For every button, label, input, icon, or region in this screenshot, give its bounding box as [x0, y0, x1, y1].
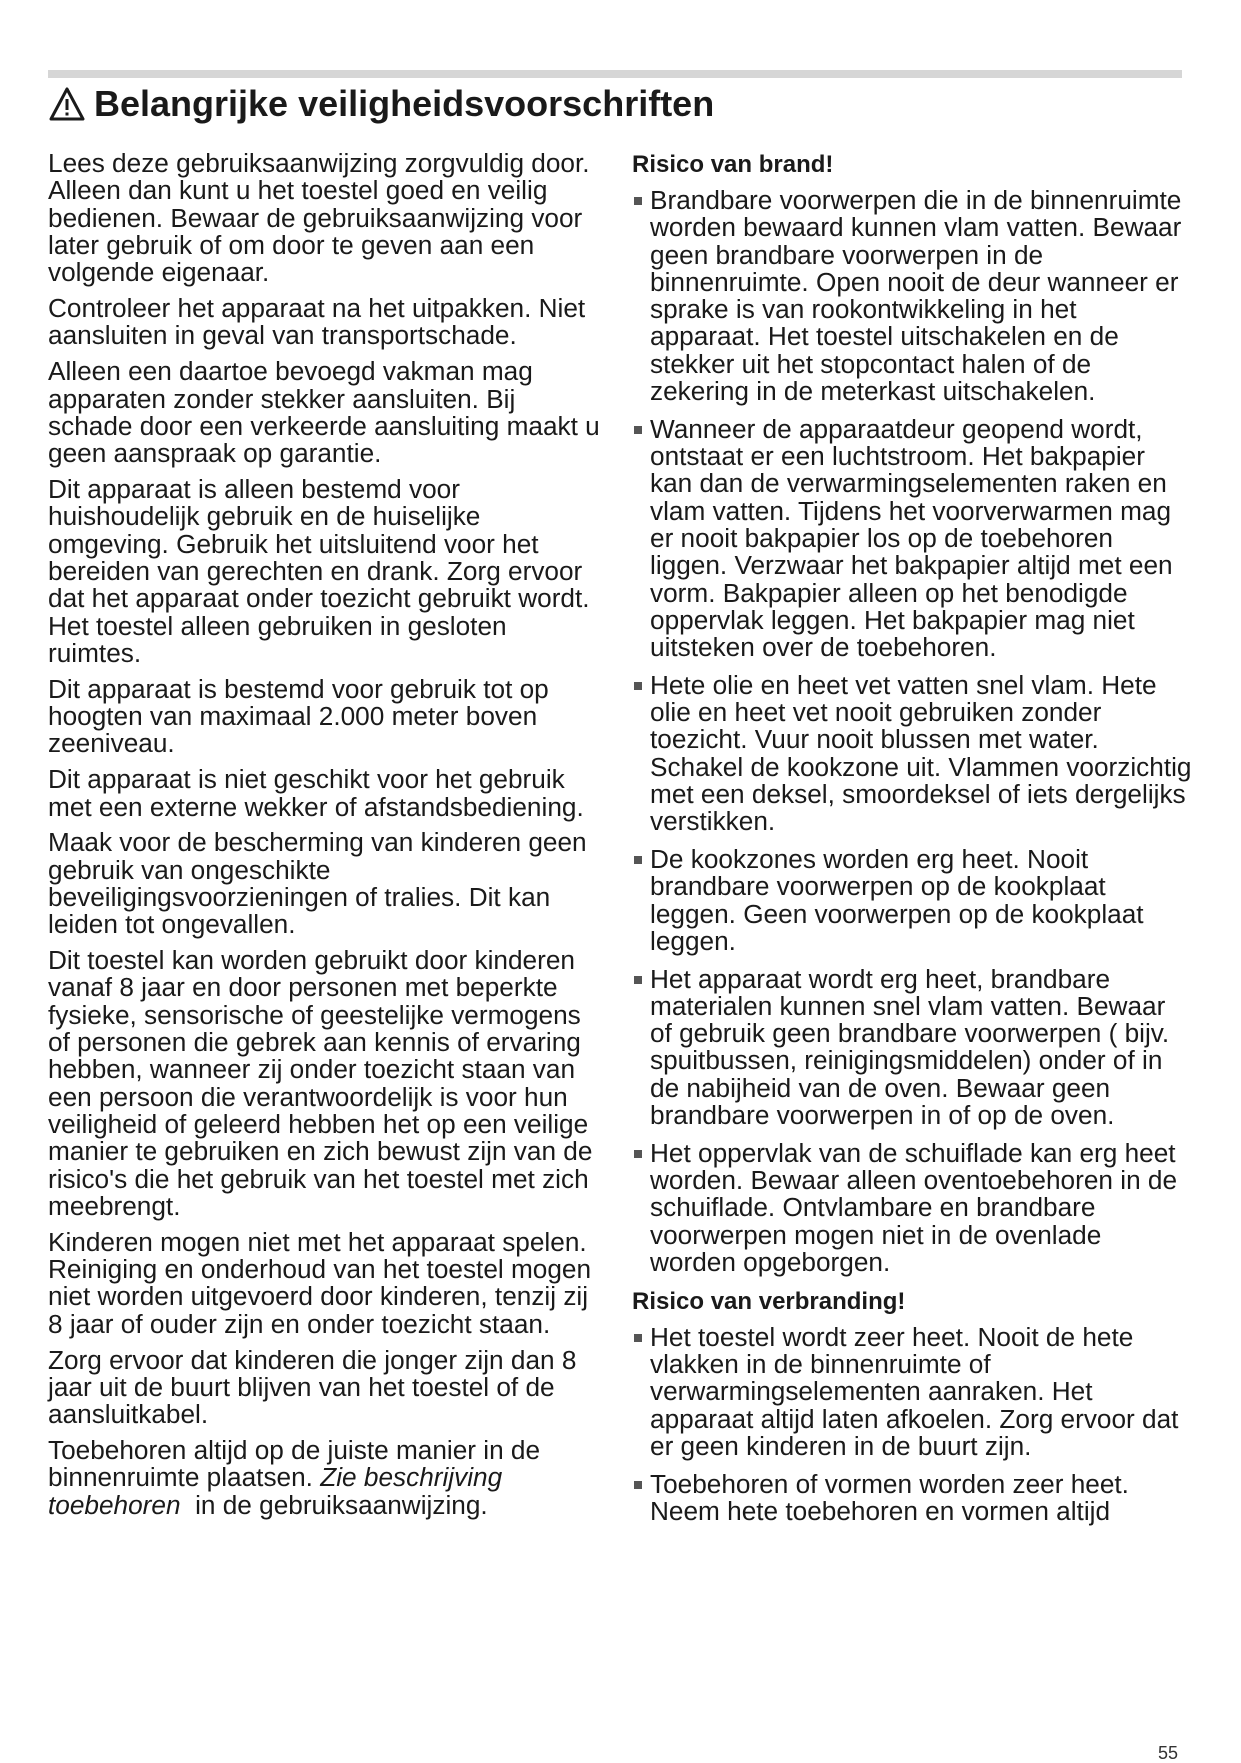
list-item-text: Het toestel wordt zeer heet. Nooit de hete vlakken in de binnenruimte of verwarmingselementen aanraken. Het apparaat altijd laten afkoelen. Zorg ervoor dat er geen kinderen in de buurt zijn.	[650, 1321, 1179, 1461]
list-item	[632, 1468, 1192, 1526]
paragraph-household-use: Dit apparaat is alleen bestemd voor huishoudelijk gebruik en de huiselijke omgeving. Gebruik het uitsluitend voor het bereiden van gerechten en drank. Zorg ervoor dat het apparaat onder toezicht gebruikt wordt. Het toestel alleen gebruiken in gesloten ruimtes.	[48, 474, 590, 668]
fire-risk-list	[632, 187, 1192, 1276]
bullet-icon	[634, 426, 642, 434]
accessories-reference: Zie beschrijving toebehoren	[48, 1462, 503, 1520]
accessories-text-end: in de gebruiksaanwijzing.	[180, 1489, 488, 1520]
list-item	[632, 963, 1192, 1131]
list-item-text: Het apparaat wordt erg heet, brandbare materialen kunnen snel vlam vatten. Bewaar of gebruik geen brandbare voorwerpen ( bijv. spuitbussen, reinigingsmiddelen) onder of in de nabijheid van de oven. Bewaar geen brandbare voorwerpen in of op de oven.	[650, 963, 1170, 1131]
list-item-text: De kookzones worden erg heet. Nooit brandbare voorwerpen op de kookplaat leggen. Geen voorwerpen op de kookplaat leggen.	[650, 844, 1144, 956]
list-item-text: Brandbare voorwerpen die in de binnenruimte worden bewaard kunnen vlam vatten. Bewaar geen brandbare voorwerpen in de binnenruimte. Open nooit de deur wanneer er sprake is van rookontwikkeling in het apparaat. Het toestel uitschakelen en de stekker uit het stopcontact halen of de zekering in de meterkast uitschakelen.	[650, 185, 1182, 407]
bullet-icon	[634, 1150, 642, 1158]
paragraph-children-distance: Zorg ervoor dat kinderen die jonger zijn dan 8 jaar uit de buurt blijven van het toestel of de aansluitkabel.	[48, 1344, 577, 1430]
burn-risk-list	[632, 1321, 1192, 1526]
bullet-icon	[634, 1334, 642, 1342]
list-item	[632, 1321, 1192, 1461]
paragraph-remote-control: Dit apparaat is niet geschikt voor het gebruik met een externe wekker of afstandsbediening.	[48, 764, 584, 822]
bullet-icon	[634, 197, 642, 205]
paragraph-children-play: Kinderen mogen niet met het apparaat spelen. Reiniging en onderhoud van het toestel mogen niet worden uitgevoerd door kinderen, tenzij zij 8 jaar of ouder zijn en onder toezicht staan.	[48, 1226, 592, 1339]
page-title	[48, 80, 714, 128]
list-item-text: Het oppervlak van de schuiflade kan erg heet worden. Bewaar alleen oventoebehoren in de schuiflade. Ontvlambare en brandbare voorwerpen mogen niet in de ovenlade worden opgeborgen.	[650, 1137, 1178, 1277]
page-title-text: Belangrijke veiligheidsvoorschriften	[94, 83, 715, 124]
paragraph-altitude: Dit apparaat is bestemd voor gebruik tot op hoogten van maximaal 2.000 meter boven zeeniveau.	[48, 673, 549, 759]
bullet-icon	[634, 976, 642, 984]
fire-risk-heading: Risico van brand!	[632, 151, 834, 178]
list-item	[632, 846, 1192, 955]
list-item-text: Hete olie en heet vet vatten snel vlam. Hete olie en heet vet nooit gebruiken zonder toezicht. Vuur nooit blussen met water. Schakel de kookzone uit. Vlammen voorzichtig met een deksel, smoordeksel of iets dergelijks verstikken.	[650, 669, 1192, 837]
list-item-text: Toebehoren of vormen worden zeer heet. Neem hete toebehoren en vormen altijd	[650, 1468, 1129, 1526]
list-item	[632, 1137, 1192, 1277]
right-column	[632, 150, 1192, 1535]
paragraph-child-protection: Maak voor de bescherming van kinderen geen gebruik van ongeschikte beveiligingsvoorzieningen of tralies. Dit kan leiden tot ongevallen.	[48, 827, 587, 940]
page-number: 55	[1158, 1743, 1179, 1763]
list-item	[632, 187, 1192, 405]
bullet-icon	[634, 682, 642, 690]
burn-risk-heading: Risico van verbranding!	[632, 1287, 906, 1315]
accessories-text-start: Toebehoren altijd op de juiste manier in de binnenruimte plaatsen.	[48, 1435, 541, 1493]
intro-paragraph: Lees deze gebruiksaanwijzing zorgvuldig door. Alleen dan kunt u het toestel goed en veilig bedienen. Bewaar de gebruiksaanwijzing voor later gebruik of om door te geven aan een volgende eigenaar.	[48, 148, 590, 288]
warning-triangle-icon	[48, 86, 86, 122]
top-rule	[48, 70, 1182, 78]
list-item	[632, 669, 1192, 837]
paragraph-unpack-check: Controleer het apparaat na het uitpakken. Niet aansluiten in geval van transportschade.	[48, 293, 586, 351]
paragraph-children-supervision: Dit toestel kan worden gebruikt door kinderen vanaf 8 jaar en door personen met beperkte fysieke, sensorische of geestelijke vermogens of personen die gebrek aan kennis of ervaring hebben, wanneer zij onder toezicht staan van een persoon die verantwoordelijk is voor hun veiligheid of geleerd hebben het op een veilige manier te gebruiken en zich bewust zijn van de risico's die het gebruik van het toestel met zich meebrengt.	[48, 945, 593, 1221]
paragraph-accessories	[48, 1437, 604, 1519]
bullet-icon	[634, 856, 642, 864]
left-column	[48, 150, 604, 1527]
list-item	[632, 413, 1192, 663]
list-item-text: Wanneer de apparaatdeur geopend wordt, ontstaat er een luchtstroom. Het bakpapier kan dan de verwarmingselementen raken en vlam vatten. Tijdens het voorverwarmen mag er nooit bakpapier los op de toebehoren liggen. Verzwaar het bakpapier altijd met een vorm. Bakpapier alleen op het benodigde oppervlak leggen. Het bakpapier mag niet uitsteken over de toebehoren.	[650, 413, 1173, 663]
bullet-icon	[634, 1481, 642, 1489]
paragraph-qualified-installer: Alleen een daartoe bevoegd vakman mag apparaten zonder stekker aansluiten. Bij schade door een verkeerde aansluiting maakt u geen aanspraak op garantie.	[48, 356, 600, 469]
